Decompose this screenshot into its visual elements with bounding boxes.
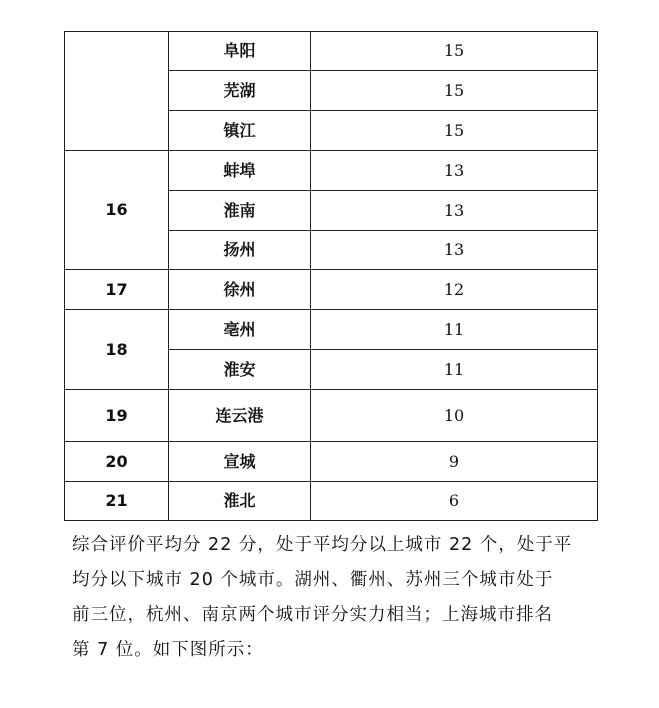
table-row [65, 270, 598, 310]
table-row [65, 151, 598, 191]
table-row [65, 310, 598, 350]
paragraph-line: 综合评价平均分 22 分，处于平均分以上城市 22 个，处于平 [72, 535, 573, 555]
score-cell: 13 [311, 151, 598, 191]
score-cell: 10 [311, 390, 598, 442]
score-cell: 12 [311, 270, 598, 310]
city-cell: 淮北 [169, 482, 311, 521]
summary-paragraph [72, 528, 596, 668]
table-row [65, 442, 598, 482]
rank-cell: 17 [65, 270, 169, 310]
paragraph-line: 均分以下城市 20 个城市。湖州、衢州、苏州三个城市处于 [72, 570, 554, 590]
city-cell: 淮安 [169, 350, 311, 390]
score-cell: 6 [311, 482, 598, 521]
score-cell: 13 [311, 191, 598, 231]
score-cell: 9 [311, 442, 598, 482]
city-cell: 镇江 [169, 111, 311, 151]
rank-cell: 19 [65, 390, 169, 442]
score-cell: 15 [311, 111, 598, 151]
paragraph-line: 第 7 位。如下图所示： [72, 640, 264, 660]
score-cell: 15 [311, 71, 598, 111]
score-cell: 15 [311, 32, 598, 71]
rank-cell [65, 32, 169, 151]
city-cell: 徐州 [169, 270, 311, 310]
city-cell: 亳州 [169, 310, 311, 350]
city-cell: 蚌埠 [169, 151, 311, 191]
paragraph-line: 前三位，杭州、南京两个城市评分实力相当；上海城市排名 [72, 605, 553, 625]
city-cell: 阜阳 [169, 32, 311, 71]
rank-cell: 20 [65, 442, 169, 482]
city-cell: 淮南 [169, 191, 311, 231]
city-cell: 扬州 [169, 231, 311, 270]
score-cell: 11 [311, 310, 598, 350]
ranking-table [64, 31, 598, 521]
score-cell: 11 [311, 350, 598, 390]
rank-cell: 21 [65, 482, 169, 521]
city-cell: 宣城 [169, 442, 311, 482]
table-row [65, 482, 598, 521]
rank-cell: 16 [65, 151, 169, 270]
score-cell: 13 [311, 231, 598, 270]
city-cell: 芜湖 [169, 71, 311, 111]
table-row [65, 32, 598, 71]
table-row [65, 390, 598, 442]
city-cell: 连云港 [169, 390, 311, 442]
rank-cell: 18 [65, 310, 169, 390]
